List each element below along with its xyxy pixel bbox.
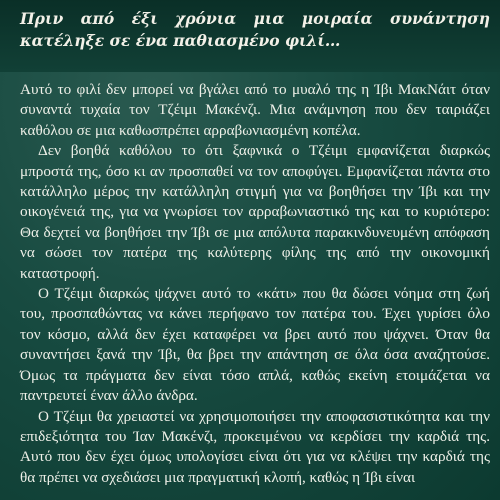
blurb-paragraph: Αυτό το φιλί δεν μπορεί να βγάλει από το μυαλό της η Ίβι ΜακΝάιτ όταν συναντά τυχαία τον Τζέιμι Μακένζι. Μια ανάμνηση που δεν ταιριάζει καθόλου σε μια καθωσπρέπει αρραβωνιασμένη κοπέλα. <box>20 81 490 139</box>
blurb-paragraph: Δεν βοηθά καθόλου το ότι ξαφνικά ο Τζέιμι εμφανίζεται διαρκώς μπροστά της, όσο κι αν προσπαθεί να τον αποφύγει. Εμφανίζεται πάντα στο κατάλληλο μέρος την κατάλληλη στιγμή για να βοηθήσει την Ίβι και την οικογένειά της, για να γνωρίσει τον αρραβωνιαστικό της και το κυριότερο: Θα δεχτεί να βοηθήσει την Ίβι σε μια απόλυτα παρακινδυνευμένη απόφαση να σώσει τον πατέρα της καλύτερης φίλης της από την οικονομική καταστροφή. <box>20 142 490 282</box>
blurb-paragraph: Ο Τζέιμι διαρκώς ψάχνει αυτό το «κάτι» που θα δώσει νόημα στη ζωή του, προσπαθώντας να κάνει περήφανο τον πατέρα του. Έχει γυρίσει όλο τον κόσμο, αλλά δεν έχει καταφέρει να βρει αυτό που ψάχνει. Όταν θα συναντήσει ξανά την Ίβι, θα βρει την απάντηση σε όλα όσα αναζητούσε. Όμως τα πράγματα δεν είναι τόσο απλά, καθώς εκείνη ετοιμάζεται να παντρευτεί έναν άλλο άνδρα. <box>20 285 490 405</box>
tagline: Πριν από έξι χρόνια μια μοιραία συνάντηση κατέληξε σε ένα παθιασμένο φιλί… <box>20 9 490 50</box>
blurb-paragraph: Ο Τζέιμι θα χρειαστεί να χρησιμοποιήσει την αποφασιστικότητα και την επιδεξιότητα του Ίαν Μακένζι, προκειμένου να κερδίσει την καρδιά της. Αυτό που δεν έχει όμως υπολογίσει είναι ότι για να κλέψει την καρδιά της θα πρέπει να σχεδιάσει μια πραγματική κλοπή, καθώς η Ίβι είναι <box>20 407 490 486</box>
blurb-body <box>20 80 490 488</box>
